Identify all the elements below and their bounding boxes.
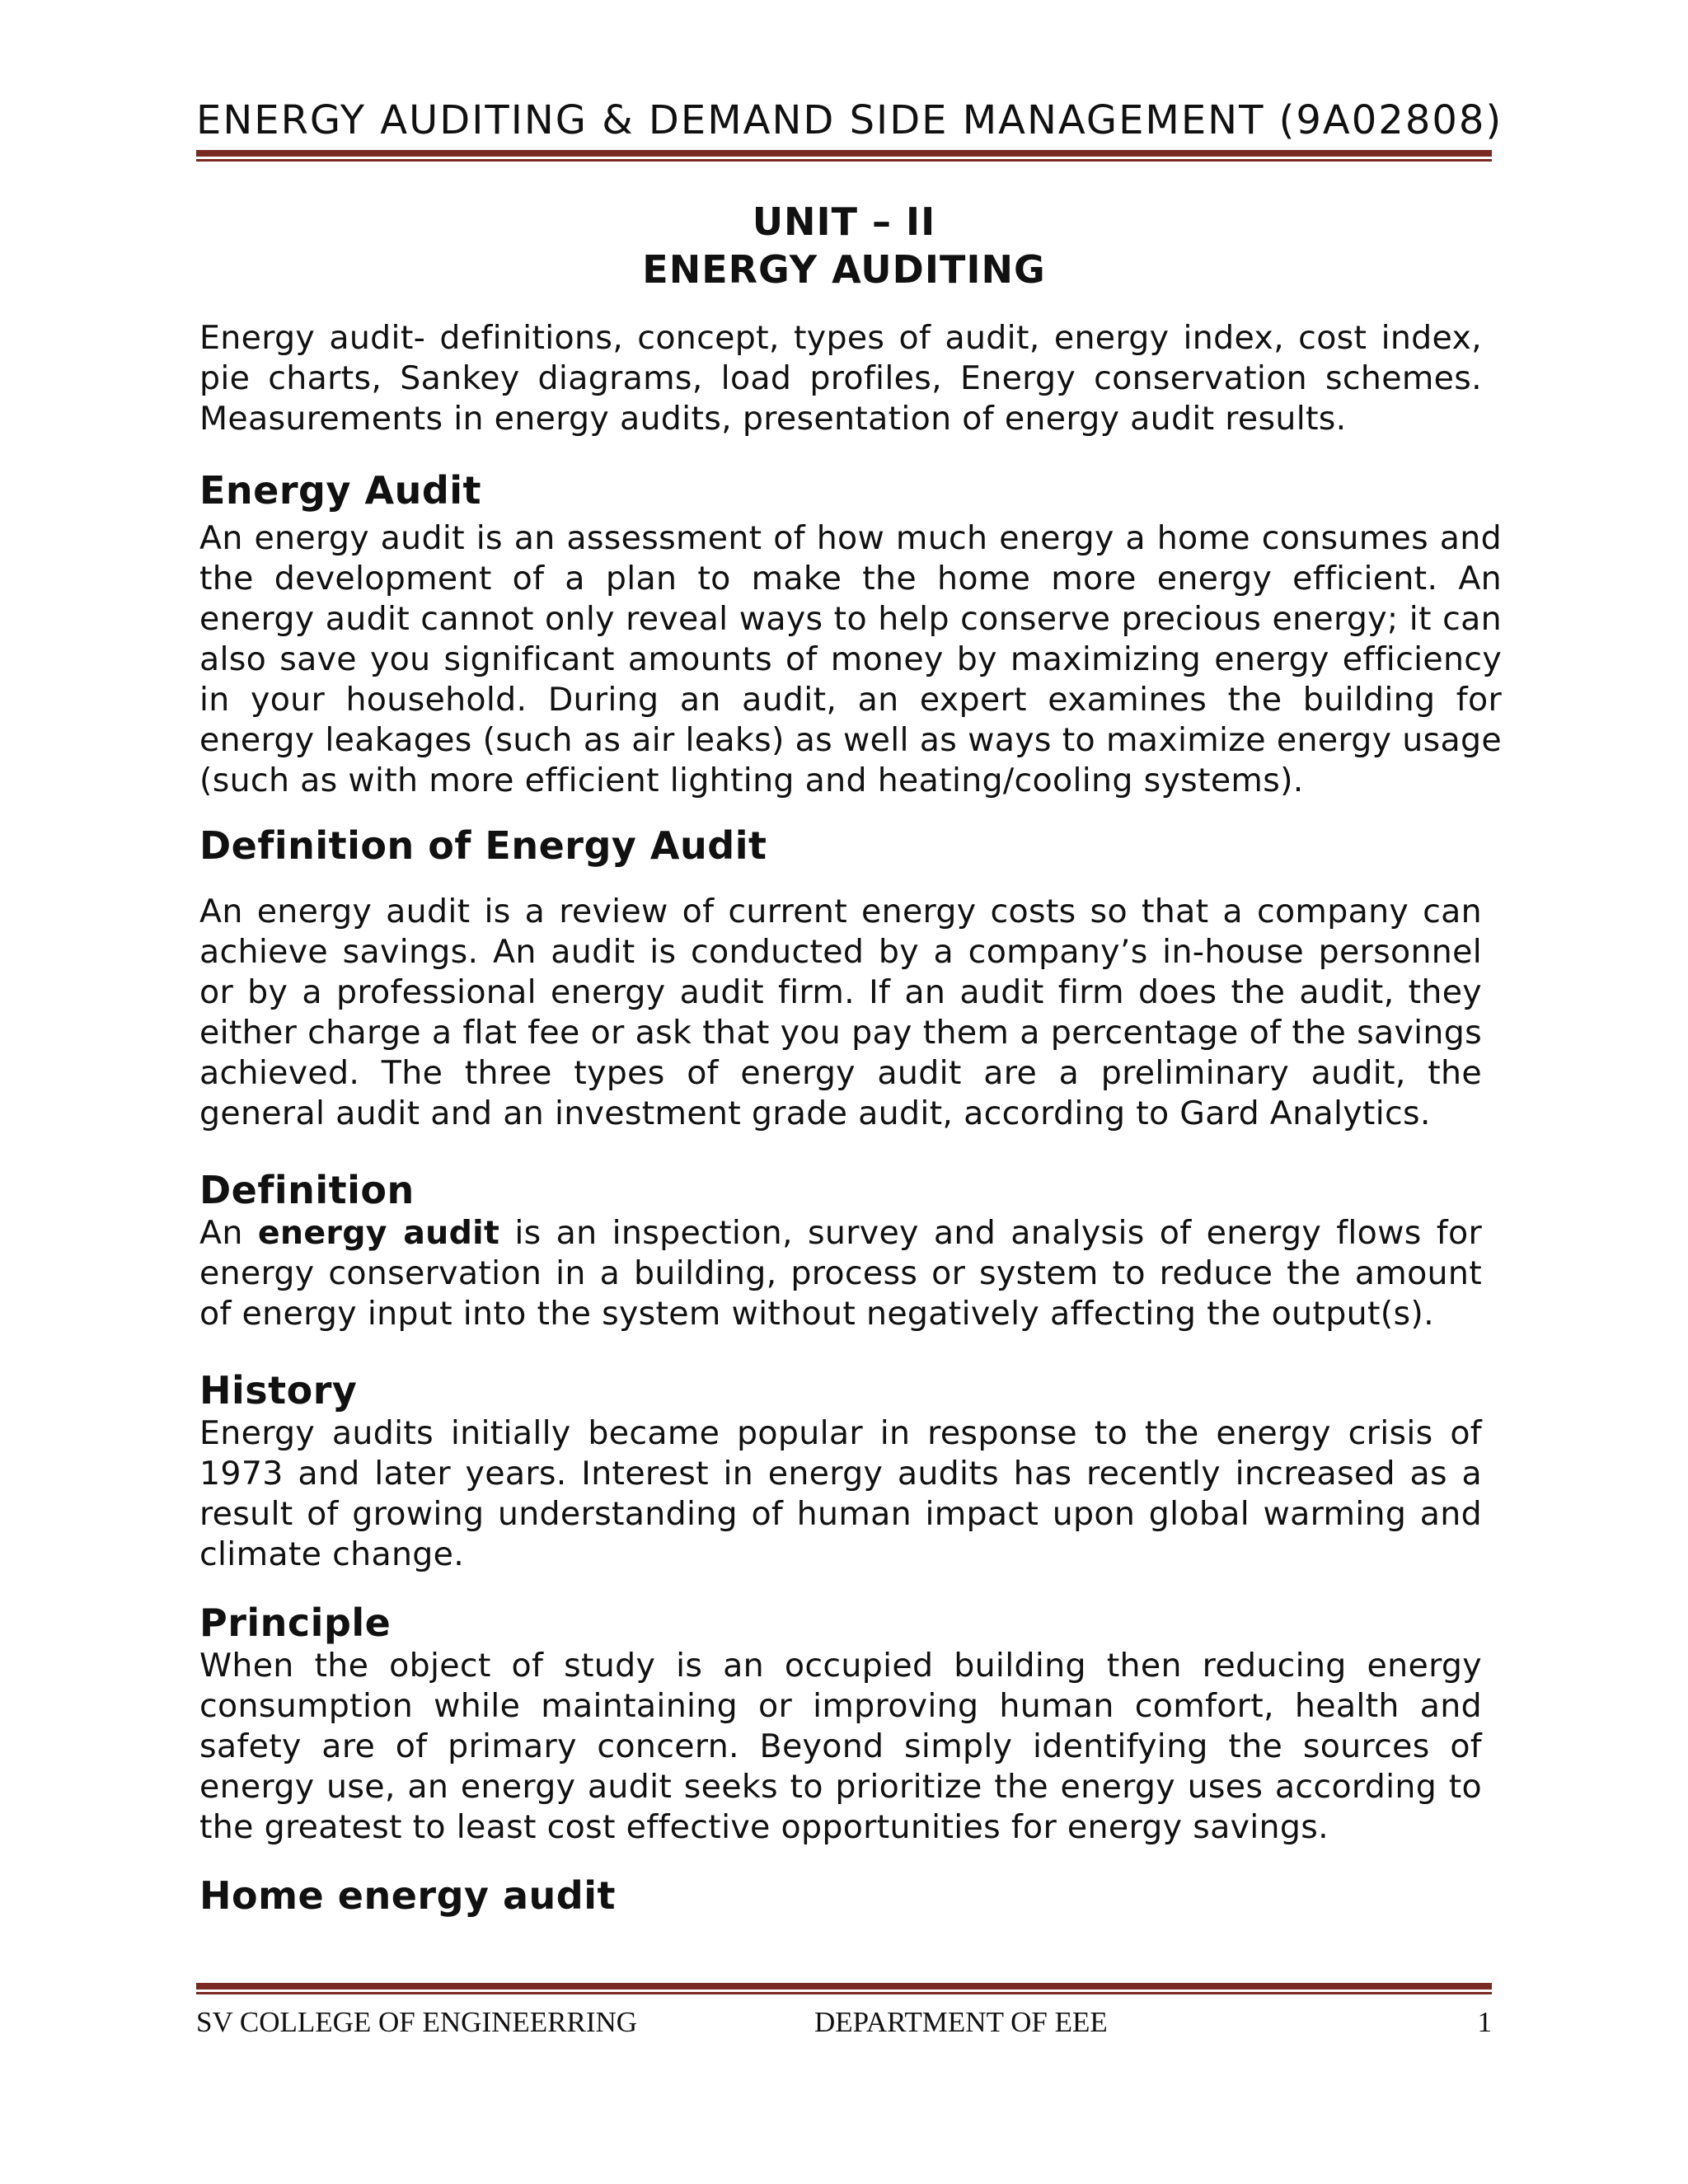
header-rule-thick	[196, 150, 1492, 157]
heading-definition: Definition	[199, 1168, 415, 1212]
footer-department: DEPARTMENT OF EEE	[814, 2006, 1108, 2038]
running-header-title: ENERGY AUDITING & DEMAND SIDE MANAGEMENT (9A02808)	[196, 97, 1503, 143]
footer-rule-thin	[196, 1992, 1492, 1994]
definition-term: energy audit	[257, 1214, 500, 1252]
footer-rule-thick	[196, 1983, 1492, 1990]
paragraph-principle: When the object of study is an occupied building then reducing energy consumption while maintaining or improving human comfort, health and safety are of primary concern. Beyond simply identifying the sources of energy use, an energy audit seeks to prioritize the energy uses according to the greatest to least cost effective opportunities for energy savings.	[199, 1647, 1482, 1846]
paragraph-definition	[199, 1213, 1482, 1334]
heading-principle: Principle	[199, 1601, 392, 1645]
page-footer	[196, 2006, 1492, 2052]
heading-history: History	[199, 1368, 358, 1413]
syllabus-paragraph: Energy audit- definitions, concept, types of audit, energy index, cost index, pie charts, Sankey diagrams, load profiles, Energy conservation schemes. Measurements in energy audits, presentation of energy audit results.	[199, 319, 1482, 438]
unit-number: UNIT – II	[752, 199, 936, 244]
heading-definition-of-energy-audit: Definition of Energy Audit	[199, 823, 767, 868]
heading-energy-audit: Energy Audit	[199, 468, 482, 513]
definition-text: is an inspection, survey and analysis of energy flows for energy conservation in a building, process or system to reduce the amount of energy input into the system without negatively affecting the output(s).	[199, 1214, 1482, 1333]
paragraph-energy-audit: An energy audit is an assessment of how much energy a home consumes and the development of a plan to make the home more energy efficient. An energy audit cannot only reveal ways to help conserve precious energy; it can also save you significant amounts of money by maximizing energy efficiency in your household. During an audit, an expert examines the building for energy leakages (such as air leaks) as well as ways to maximize energy usage (such as with more efficient lighting and heating/cooling systems).	[199, 519, 1502, 799]
definition-prefix: An	[199, 1214, 258, 1252]
header-rule-thin	[196, 159, 1492, 162]
paragraph-history: Energy audits initially became popular in response to the energy crisis of 1973 and later years. Interest in energy audits has recently increased as a result of growing understanding of human impact upon global warming and climate change.	[199, 1414, 1482, 1573]
footer-page-number: 1	[1477, 2006, 1492, 2038]
unit-heading-block	[196, 198, 1492, 293]
footer-college: SV COLLEGE OF ENGINEERRING	[196, 2006, 638, 2038]
unit-title: ENERGY AUDITING	[642, 247, 1046, 292]
heading-home-energy-audit: Home energy audit	[199, 1873, 616, 1918]
paragraph-definition-of-energy-audit: An energy audit is a review of current energy costs so that a company can achieve savings. An audit is conducted by a company’s in-house personnel or by a professional energy audit firm. If an audit firm does the audit, they either charge a flat fee or ask that you pay them a percentage of the savings achieved. The three types of energy audit are a preliminary audit, the general audit and an investment grade audit, according to Gard Analytics.	[199, 893, 1482, 1132]
main-content	[199, 318, 1502, 1919]
